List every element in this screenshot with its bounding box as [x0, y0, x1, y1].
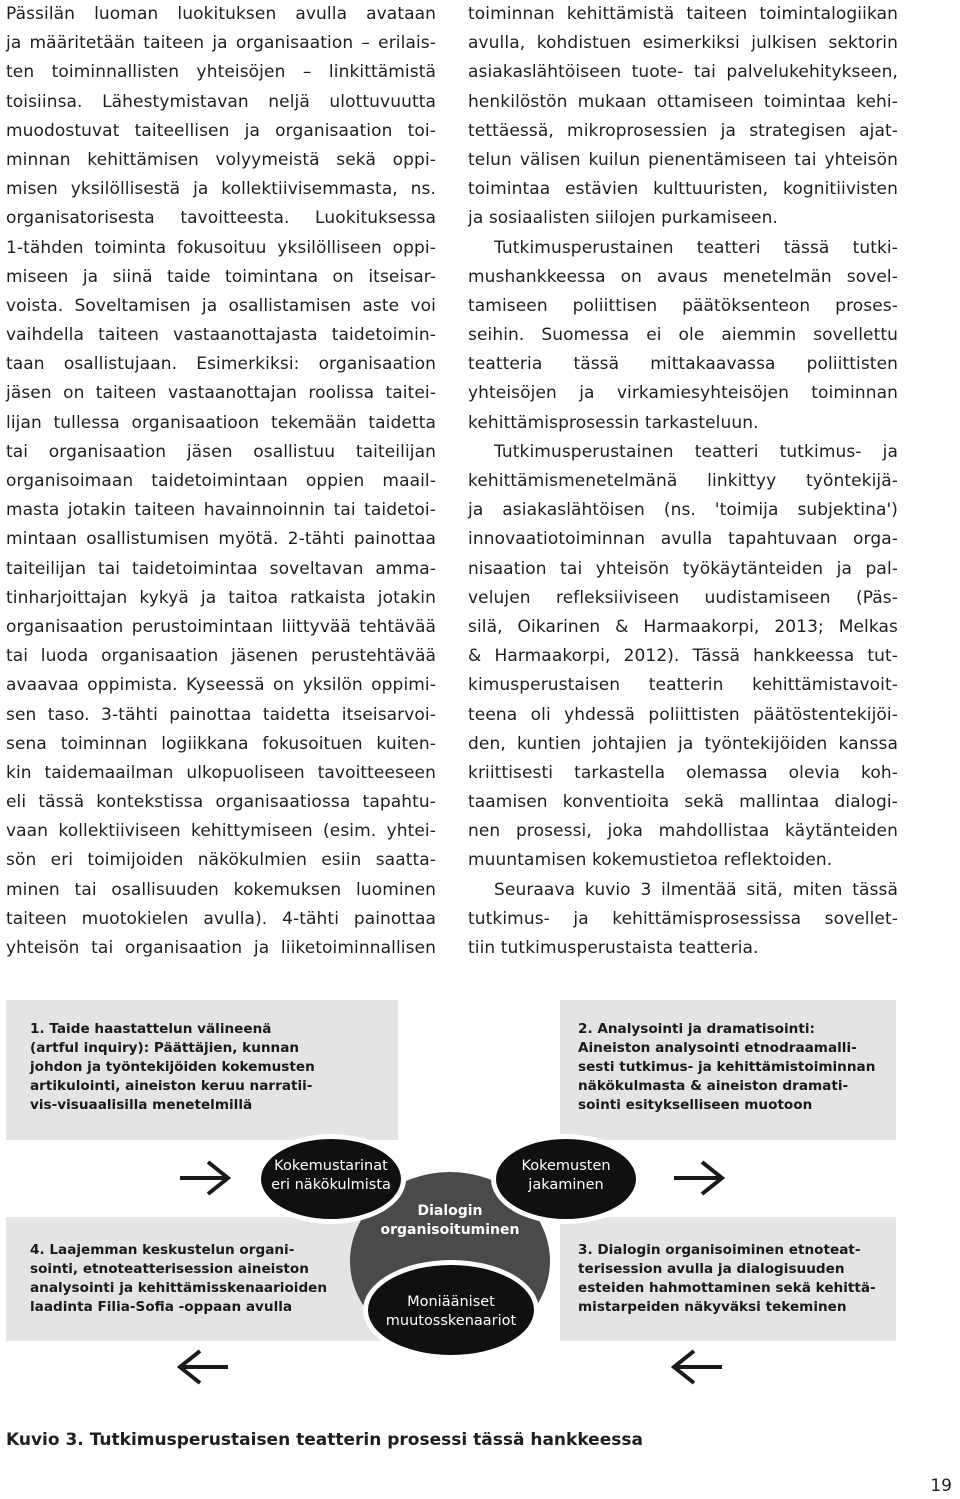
- text-line: miseen ja siinä taide toimintana on itseisar-: [6, 266, 436, 287]
- page-number: 19: [930, 1476, 952, 1496]
- step-3-line: terisession avulla ja dialogisuuden: [578, 1261, 845, 1277]
- step-2-line: sesti tutkimus- ja kehittämistoiminnan: [578, 1059, 876, 1075]
- text-line: taiteilijan tai taidetoimintaa soveltavan amma-: [6, 558, 436, 579]
- step-3-line: mistarpeiden näkyväksi tekeminen: [578, 1299, 847, 1315]
- text-line: Tutkimusperustainen teatteri tässä tutki-: [494, 237, 898, 258]
- arrow-left-icon: [176, 1347, 232, 1387]
- text-line: misen yksilöllisestä ja kollektiivisemmasta, ns.: [6, 179, 436, 200]
- text-line: velujen refleksiiviseen uudistamiseen (Päs-: [468, 587, 898, 608]
- experience-sharing-line: Kokemusten: [521, 1158, 611, 1174]
- experience-stories-line: eri näkökulmista: [271, 1177, 391, 1193]
- text-line: minen tai osallisuuden kokemuksen luominen: [6, 879, 436, 900]
- step-1-line: 1. Taide haastattelun välineenä: [30, 1021, 272, 1037]
- text-line: organisoimaan taidetoimintaan oppien maail-: [6, 471, 436, 491]
- right-text-column: [468, 0, 898, 963]
- text-line: Tutkimusperustainen teatteri tutkimus- ja: [494, 441, 898, 462]
- step-1-line: vis-visuaalisilla menetelmillä: [30, 1097, 253, 1113]
- text-line: Pässilän luoman luokituksen avulla avataan: [6, 4, 436, 24]
- text-line: & Harmaakorpi, 2012). Tässä hankkeessa tut-: [468, 646, 898, 667]
- text-line: taiteen muotokielen avulla). 4-tähti painottaa: [6, 908, 436, 929]
- text-line: sena toiminnan logiikkana fokusoituen kuiten-: [6, 733, 436, 754]
- experience-stories-line: Kokemustarinat: [274, 1158, 388, 1174]
- text-line: yhteisöjen ja virkamiesyhteisöjen toiminnan: [468, 383, 898, 404]
- arrow-right-icon: [176, 1158, 232, 1198]
- step-1-box: [6, 1000, 398, 1140]
- text-line: innovaatiotoiminnan avulla tapahtuvaan orga-: [468, 529, 898, 550]
- text-line: tai luoda organisaation jäsenen perustehtävää: [6, 646, 436, 667]
- text-line: den, kuntien johtajien ja työntekijöiden kanssa: [468, 733, 898, 754]
- text-line: nisaation tai yhteisön työkäytänteiden ja pal-: [468, 558, 898, 579]
- text-line: masta jotakin taiteen havainnoinnin tai taidetoi-: [6, 500, 436, 521]
- text-line: kehittämismenetelmänä linkittyy työntekijä-: [468, 471, 898, 491]
- text-line: minnan kehittämisen volyymeistä sekä oppi-: [6, 149, 436, 170]
- left-text-column: [6, 0, 436, 963]
- text-line: mushankkeessa on avaus menetelmän sovel-: [468, 266, 898, 287]
- text-line: seihin. Suomessa ei ole aiemmin sovellettu: [468, 325, 898, 346]
- text-line: kehittämisprosessin tarkasteluun.: [468, 412, 759, 433]
- text-line: tai organisaation jäsen osallistuu taiteilijan: [6, 441, 436, 462]
- step-4-box: [6, 1217, 398, 1341]
- step-1-line: (artful inquiry): Päättäjien, kunnan: [30, 1040, 300, 1056]
- text-line: jäsen on taiteen vastaanottajan roolissa taitei-: [6, 383, 436, 404]
- step-3-box: [560, 1217, 896, 1341]
- text-line: asiakaslähtöiseen tuote- tai palvelukehitykseen,: [468, 62, 898, 83]
- text-line: Seuraava kuvio 3 ilmentää sitä, miten tässä: [494, 879, 898, 900]
- text-line: voista. Soveltamisen ja osallistamisen aste voi: [6, 295, 436, 316]
- dialogue-label-line: organisoituminen: [380, 1222, 520, 1238]
- experience-sharing-line: jakaminen: [528, 1177, 604, 1193]
- text-line: muuntamisen kokemustietoa reflektoiden.: [468, 850, 833, 871]
- step-4-line: 4. Laajemman keskustelun organi-: [30, 1242, 295, 1258]
- text-line: kin taidemaailman ulkopuoliseen tavoitteeseen: [6, 762, 436, 783]
- change-scenarios-label: [368, 1293, 534, 1331]
- text-line: avaavaa oppimista. Kyseessä on yksilön oppimi-: [6, 675, 436, 696]
- text-line: mintaan osallistumisen myötä. 2-tähti painottaa: [6, 529, 436, 550]
- experience-stories-label: [261, 1157, 401, 1195]
- change-scenarios-line: Moniääniset: [407, 1294, 495, 1310]
- change-scenarios-line: muutosskenaariot: [385, 1313, 517, 1329]
- text-line: kimusperustaisen teatterin kehittämistavoit-: [468, 675, 898, 696]
- text-line: silä, Oikarinen & Harmaakorpi, 2013; Melkas: [468, 616, 898, 637]
- text-line: toiminnan kehittämistä taiteen toimintalogiikan: [468, 4, 898, 24]
- text-line: lijan tullessa organisaatioon tekemään taidetta: [6, 412, 436, 433]
- step-3-line: 3. Dialogin organisoiminen etnoteat-: [578, 1242, 861, 1258]
- text-line: toisiinsa. Lähestymistavan neljä ulottuvuutta: [6, 91, 436, 112]
- text-line: vaihdella taiteen vastaanottajasta taidetoimin-: [6, 325, 436, 346]
- step-4-line: laadinta Filia-Sofia -oppaan avulla: [30, 1299, 293, 1315]
- text-line: ja sosiaalisten siilojen purkamiseen.: [468, 208, 779, 229]
- text-line: tiin tutkimusperustaista teatteria.: [468, 938, 759, 958]
- text-line: avulla, kohdistuen esimerkiksi julkisen sektorin: [468, 33, 898, 54]
- step-4-line: sointi, etnoteatterisession aineiston: [30, 1261, 309, 1277]
- step-2-text: [578, 1020, 875, 1115]
- text-line: nen prosessi, joka mahdollistaa käytänteiden: [468, 821, 898, 842]
- text-line: taan osallistujaan. Esimerkiksi: organisaation: [6, 354, 436, 375]
- text-line: 1-tähden toiminta fokusoituu yksilölliseen oppi-: [6, 237, 436, 258]
- arrow-left-icon: [670, 1347, 726, 1387]
- text-line: ja asiakaslähtöisen (ns. 'toimija subjektina'): [468, 500, 898, 521]
- text-line: kriittisesti tarkastella olemassa olevia koh-: [468, 762, 898, 783]
- step-2-line: näkökulmasta & aineiston dramati-: [578, 1078, 849, 1094]
- text-line: yhteisön tai organisaation ja liiketoiminnallisen: [6, 938, 436, 958]
- text-line: sen taso. 3-tähti painottaa taidetta itseisarvoi-: [6, 704, 436, 725]
- arrow-right-icon: [670, 1158, 726, 1198]
- step-3-text: [578, 1241, 876, 1317]
- step-1-text: [30, 1020, 315, 1115]
- figure-caption: Kuvio 3. Tutkimusperustaisen teatterin prosessi tässä hankkeessa: [6, 1430, 643, 1450]
- text-line: teatteria tässä mittakaavassa poliittisten: [468, 354, 898, 375]
- text-line: telun välisen kuilun pienentämiseen tai yhteisön: [468, 149, 898, 170]
- text-line: ten toiminnallisten yhteisöjen – linkittämistä: [6, 62, 436, 83]
- text-line: organisatorisesta tavoitteesta. Luokituksessa: [6, 208, 436, 229]
- step-2-box: [560, 1000, 896, 1140]
- text-line: tutkimus- ja kehittämisprosessissa sovellet-: [468, 908, 898, 929]
- text-line: vaan kollektiiviseen kehittymiseen (esim. yhtei-: [6, 821, 436, 842]
- dialogue-label-line: Dialogin: [417, 1203, 483, 1219]
- dialogue-label: [370, 1202, 530, 1240]
- text-line: tamiseen poliittisen päätöksenteon proses-: [468, 295, 898, 316]
- step-4-line: analysointi ja kehittämisskenaarioiden: [30, 1280, 328, 1296]
- text-line: sön eri toimijoiden näkökulmien esiin saatta-: [6, 850, 436, 871]
- text-line: tinharjoittajan kykyä ja taitoa ratkaista jotakin: [6, 587, 436, 608]
- text-line: taamisen konventioita sekä mallintaa dialogi-: [468, 792, 898, 813]
- text-line: toimintaa estävien kulttuuristen, kognitiivisten: [468, 179, 898, 200]
- step-2-line: 2. Analysointi ja dramatisointi:: [578, 1021, 815, 1037]
- text-line: ja määritetään taiteen ja organisaation – erilais-: [6, 33, 436, 54]
- text-line: muodostuvat taiteellisen ja organisaation toi-: [6, 120, 436, 141]
- text-line: organisaation perustoimintaan liittyvää tehtävää: [6, 616, 436, 637]
- text-line: tettäessä, mikroprosessien ja strategisen ajat-: [468, 120, 898, 141]
- text-line: eli tässä kontekstissa organisaatiossa tapahtu-: [6, 792, 436, 813]
- experience-sharing-label: [496, 1157, 636, 1195]
- step-2-line: sointi esitykselliseen muotoon: [578, 1097, 813, 1113]
- step-4-text: [30, 1241, 327, 1317]
- text-line: teena oli yhdessä poliittisten päätöstentekijöi-: [468, 704, 898, 725]
- step-1-line: artikulointi, aineiston keruu narratii-: [30, 1078, 313, 1094]
- step-3-line: esteiden hahmottaminen sekä kehittä-: [578, 1280, 876, 1296]
- step-1-line: johdon ja työntekijöiden kokemusten: [30, 1059, 315, 1075]
- text-line: henkilöstön mukaan ottamiseen toimintaa kehi-: [468, 91, 898, 112]
- step-2-line: Aineiston analysointi etnodraamalli-: [578, 1040, 857, 1056]
